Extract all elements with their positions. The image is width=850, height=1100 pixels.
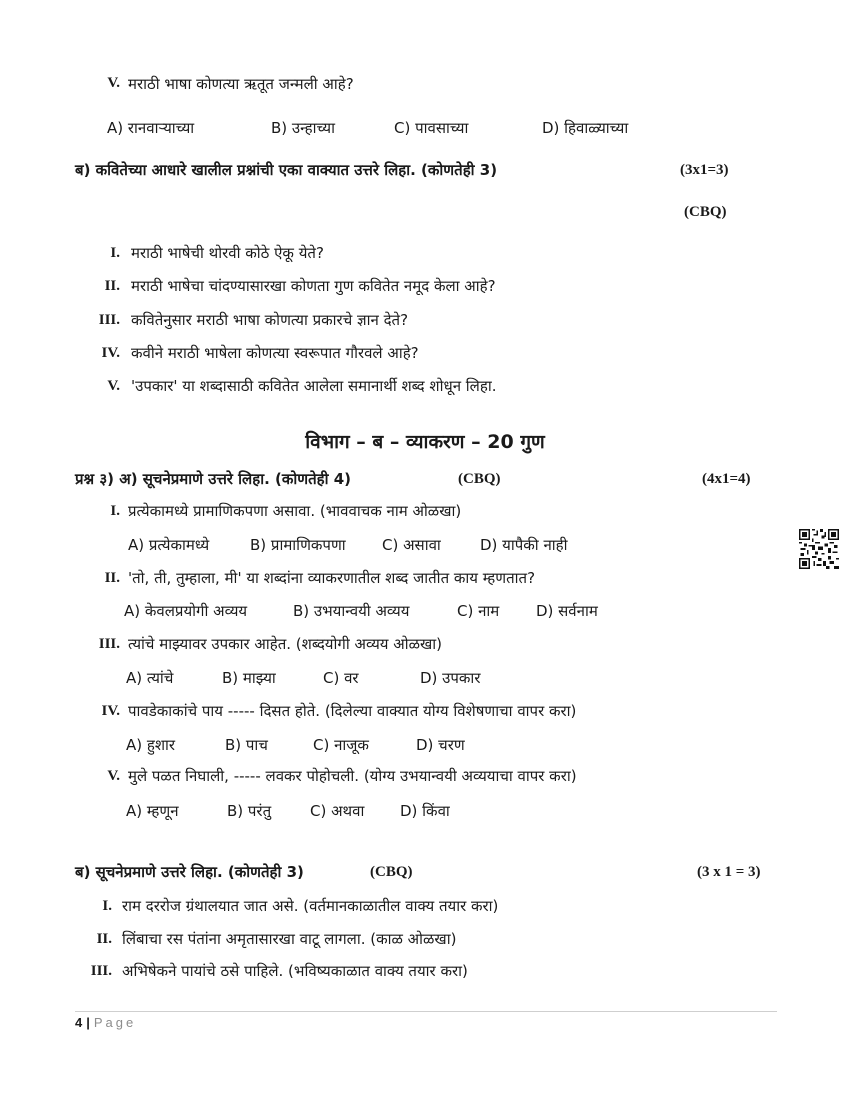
option-a: A) केवलप्रयोगी अव्यय [124,602,248,620]
marks-label: (3x1=3) [680,162,729,178]
option-c: C) नाम [457,602,500,620]
option-a: A) हुशार [126,736,176,754]
question-text: मराठी भाषेची थोरवी कोठे ऐकू येते? [131,244,324,262]
qr-code [799,529,839,569]
question-text: पावडेकाकांचे पाय ----- दिसत होते. (दिलेल्या वाक्यात योग्य विशेषणाचा वापर करा) [128,702,577,720]
option-a: A) प्रत्येकामध्ये [128,536,210,554]
option-d: D) उपकार [420,669,481,687]
option-a: A) म्हणून [126,802,179,820]
option-a: A) त्यांचे [126,669,174,687]
question-number: I. [102,898,112,914]
question-text: मराठी भाषेचा चांदण्यासारखा कोणता गुण कवितेत नमूद केला आहे? [131,277,496,295]
question-number: II. [96,931,112,947]
option-b: B) पाच [225,736,268,754]
question-text: मराठी भाषा कोणत्या ऋतूत जन्मली आहे? [128,75,354,93]
question-number: III. [90,963,112,979]
question-text: मुले पळत निघाली, ----- लवकर पोहोचली. (योग्य उभयान्वयी अव्ययाचा वापर करा) [128,767,577,785]
question-text: कवीने मराठी भाषेला कोणत्या स्वरूपात गौरवले आहे? [131,344,419,362]
cbq-tag: (CBQ) [684,204,727,220]
question-number: V. [107,768,120,784]
question-number: II. [104,570,120,586]
question-text: राम दररोज ग्रंथालयात जात असे. (वर्तमानकाळातील वाक्य तयार करा) [122,897,499,915]
question-number: III. [98,636,120,652]
option-b: B) उभयान्वयी अव्यय [293,602,410,620]
question-text: 'तो, ती, तुम्हाला, मी' या शब्दांना व्याकरणातील शब्द जातीत काय म्हणतात? [128,569,536,587]
question-text: लिंबाचा रस पंतांना अमृतासारखा वाटू लागला. (काळ ओळखा) [122,930,457,948]
question-text: प्रत्येकामध्ये प्रामाणिकपणा असावा. (भाववाचक नाम ओळखा) [128,502,462,520]
option-d: D) किंवा [400,802,450,820]
option-b: B) उन्हाच्या [271,119,335,137]
option-c: C) वर [323,669,359,687]
marks-label: (3 x 1 = 3) [697,864,761,880]
question-text: 'उपकार' या शब्दासाठी कवितेत आलेला समानार्थी शब्द शोधून लिहा. [131,377,497,395]
option-b: B) माझ्या [222,669,276,687]
question-number: II. [104,278,120,294]
page-footer [75,1015,136,1030]
option-c: C) पावसाच्या [394,119,469,137]
question-text: अभिषेकने पायांचे ठसे पाहिले. (भविष्यकाळात वाक्य तयार करा) [122,962,468,980]
option-a: A) रानवाऱ्याच्या [107,119,195,137]
footer-divider [75,1011,777,1012]
question-number: IV. [101,345,120,361]
option-c: C) नाजूक [313,736,369,754]
cbq-tag: (CBQ) [458,471,501,487]
page-number: 4 [75,1015,83,1030]
option-d: D) सर्वनाम [536,602,598,620]
question-number: III. [98,312,120,328]
question-heading: प्रश्न ३) अ) सूचनेप्रमाणे उत्तरे लिहा. (कोणतेही 4) [75,470,352,488]
question-number: IV. [101,703,120,719]
question-number: V. [107,378,120,394]
question-number: I. [110,503,120,519]
question-number: V. [107,75,120,91]
option-d: D) यापैकी नाही [480,536,568,554]
section-title: विभाग – ब – व्याकरण – 20 गुण [305,431,545,453]
cbq-tag: (CBQ) [370,864,413,880]
option-c: C) असावा [382,536,441,554]
option-b: B) परंतु [227,802,272,820]
question-text: कवितेनुसार मराठी भाषा कोणत्या प्रकारचे ज्ञान देते? [131,311,409,329]
question-text: त्यांचे माझ्यावर उपकार आहेत. (शब्दयोगी अव्यय ओळखा) [128,635,443,653]
marks-label: (4x1=4) [702,471,751,487]
option-b: B) प्रामाणिकपणा [250,536,346,554]
question-number: I. [110,245,120,261]
question-heading: ब) सूचनेप्रमाणे उत्तरे लिहा. (कोणतेही 3) [75,863,304,881]
section-heading: ब) कवितेच्या आधारे खालील प्रश्नांची एका वाक्यात उत्तरे लिहा. (कोणतेही 3) [75,161,498,179]
page-word: Page [93,1015,137,1030]
option-d: D) हिवाळ्याच्या [542,119,629,137]
footer-separator: | [86,1015,90,1030]
option-d: D) चरण [416,736,465,754]
option-c: C) अथवा [310,802,365,820]
